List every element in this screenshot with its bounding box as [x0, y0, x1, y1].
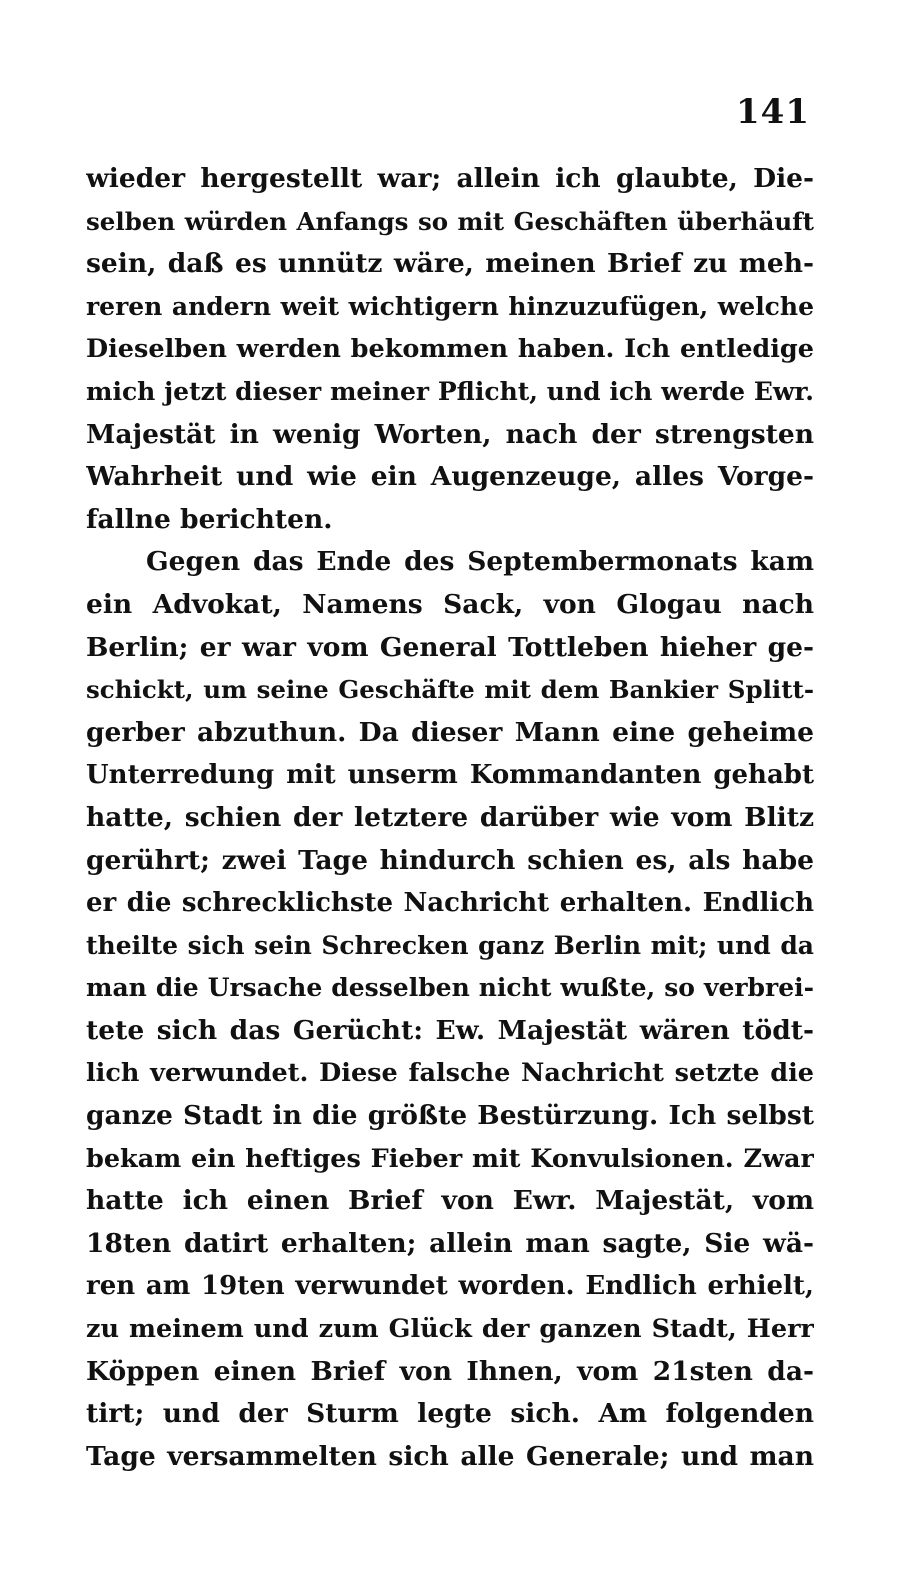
text-line: Köppen einen Brief von Ihnen, vom 21sten da-: [86, 1355, 814, 1387]
text-line: Tage versammelten sich alle Generale; und man: [86, 1440, 814, 1472]
text-line: sein, daß es unnütz wäre, meinen Brief zu meh-: [86, 248, 814, 280]
paragraph-start-line: Gegen das Ende des Septembermonats kam: [146, 546, 814, 578]
body-text: [86, 158, 814, 1478]
text-line: Dieselben werden bekommen haben. Ich entledige: [86, 334, 814, 365]
text-line: schickt, um seine Geschäfte mit dem Bankier Splitt-: [86, 675, 814, 705]
text-line: bekam ein heftiges Fieber mit Konvulsionen. Zwar: [86, 1143, 814, 1174]
text-line: hatte ich einen Brief von Ewr. Majestät, vom: [86, 1185, 814, 1217]
paragraph-end-line: fallne berichten.: [86, 503, 333, 535]
text-line: Majestät in wenig Worten, nach der strengsten: [86, 418, 814, 450]
text-line: mich jetzt dieser meiner Pflicht, und ich werde Ewr.: [86, 376, 814, 406]
text-line: selben würden Anfangs so mit Geschäften überhäuft: [86, 206, 814, 236]
text-line: ren am 19ten verwundet worden. Endlich erhielt,: [86, 1271, 814, 1302]
text-line: lich verwundet. Diese falsche Nachricht setzte die: [86, 1058, 814, 1089]
text-line: er die schrecklichste Nachricht erhalten. Endlich: [86, 888, 814, 919]
text-line: man die Ursache desselben nicht wußte, so verbrei-: [86, 973, 814, 1003]
text-line: Unterredung mit unserm Kommandanten gehabt: [86, 760, 814, 791]
text-line: wieder hergestellt war; allein ich glaubte, Die-: [86, 163, 814, 194]
text-line: tete sich das Gerücht: Ew. Majestät wären tödt-: [86, 1014, 814, 1046]
text-line: Berlin; er war vom General Tottleben hieher ge-: [86, 631, 814, 663]
text-line: reren andern weit wichtigern hinzuzufügen, welche: [86, 291, 814, 321]
text-line: 18ten datirt erhalten; allein man sagte, Sie wä-: [86, 1227, 814, 1259]
text-line: zu meinem und zum Glück der ganzen Stadt, Herr: [86, 1314, 814, 1345]
text-line: ein Advokat, Namens Sack, von Glogau nach: [86, 588, 814, 620]
text-line: gerührt; zwei Tage hindurch schien es, als habe: [86, 844, 814, 876]
text-line: hatte, schien der letztere darüber wie vom Blitz: [86, 801, 814, 833]
text-line: Wahrheit und wie ein Augenzeuge, alles Vorge-: [86, 461, 814, 493]
page-number: 141: [736, 92, 810, 132]
text-line: theilte sich sein Schrecken ganz Berlin mit; und da: [86, 930, 814, 960]
text-line: gerber abzuthun. Da dieser Mann eine geheime: [86, 716, 814, 748]
text-line: ganze Stadt in die größte Bestürzung. Ich selbst: [86, 1100, 814, 1132]
text-line: tirt; und der Sturm legte sich. Am folgenden: [86, 1398, 814, 1430]
